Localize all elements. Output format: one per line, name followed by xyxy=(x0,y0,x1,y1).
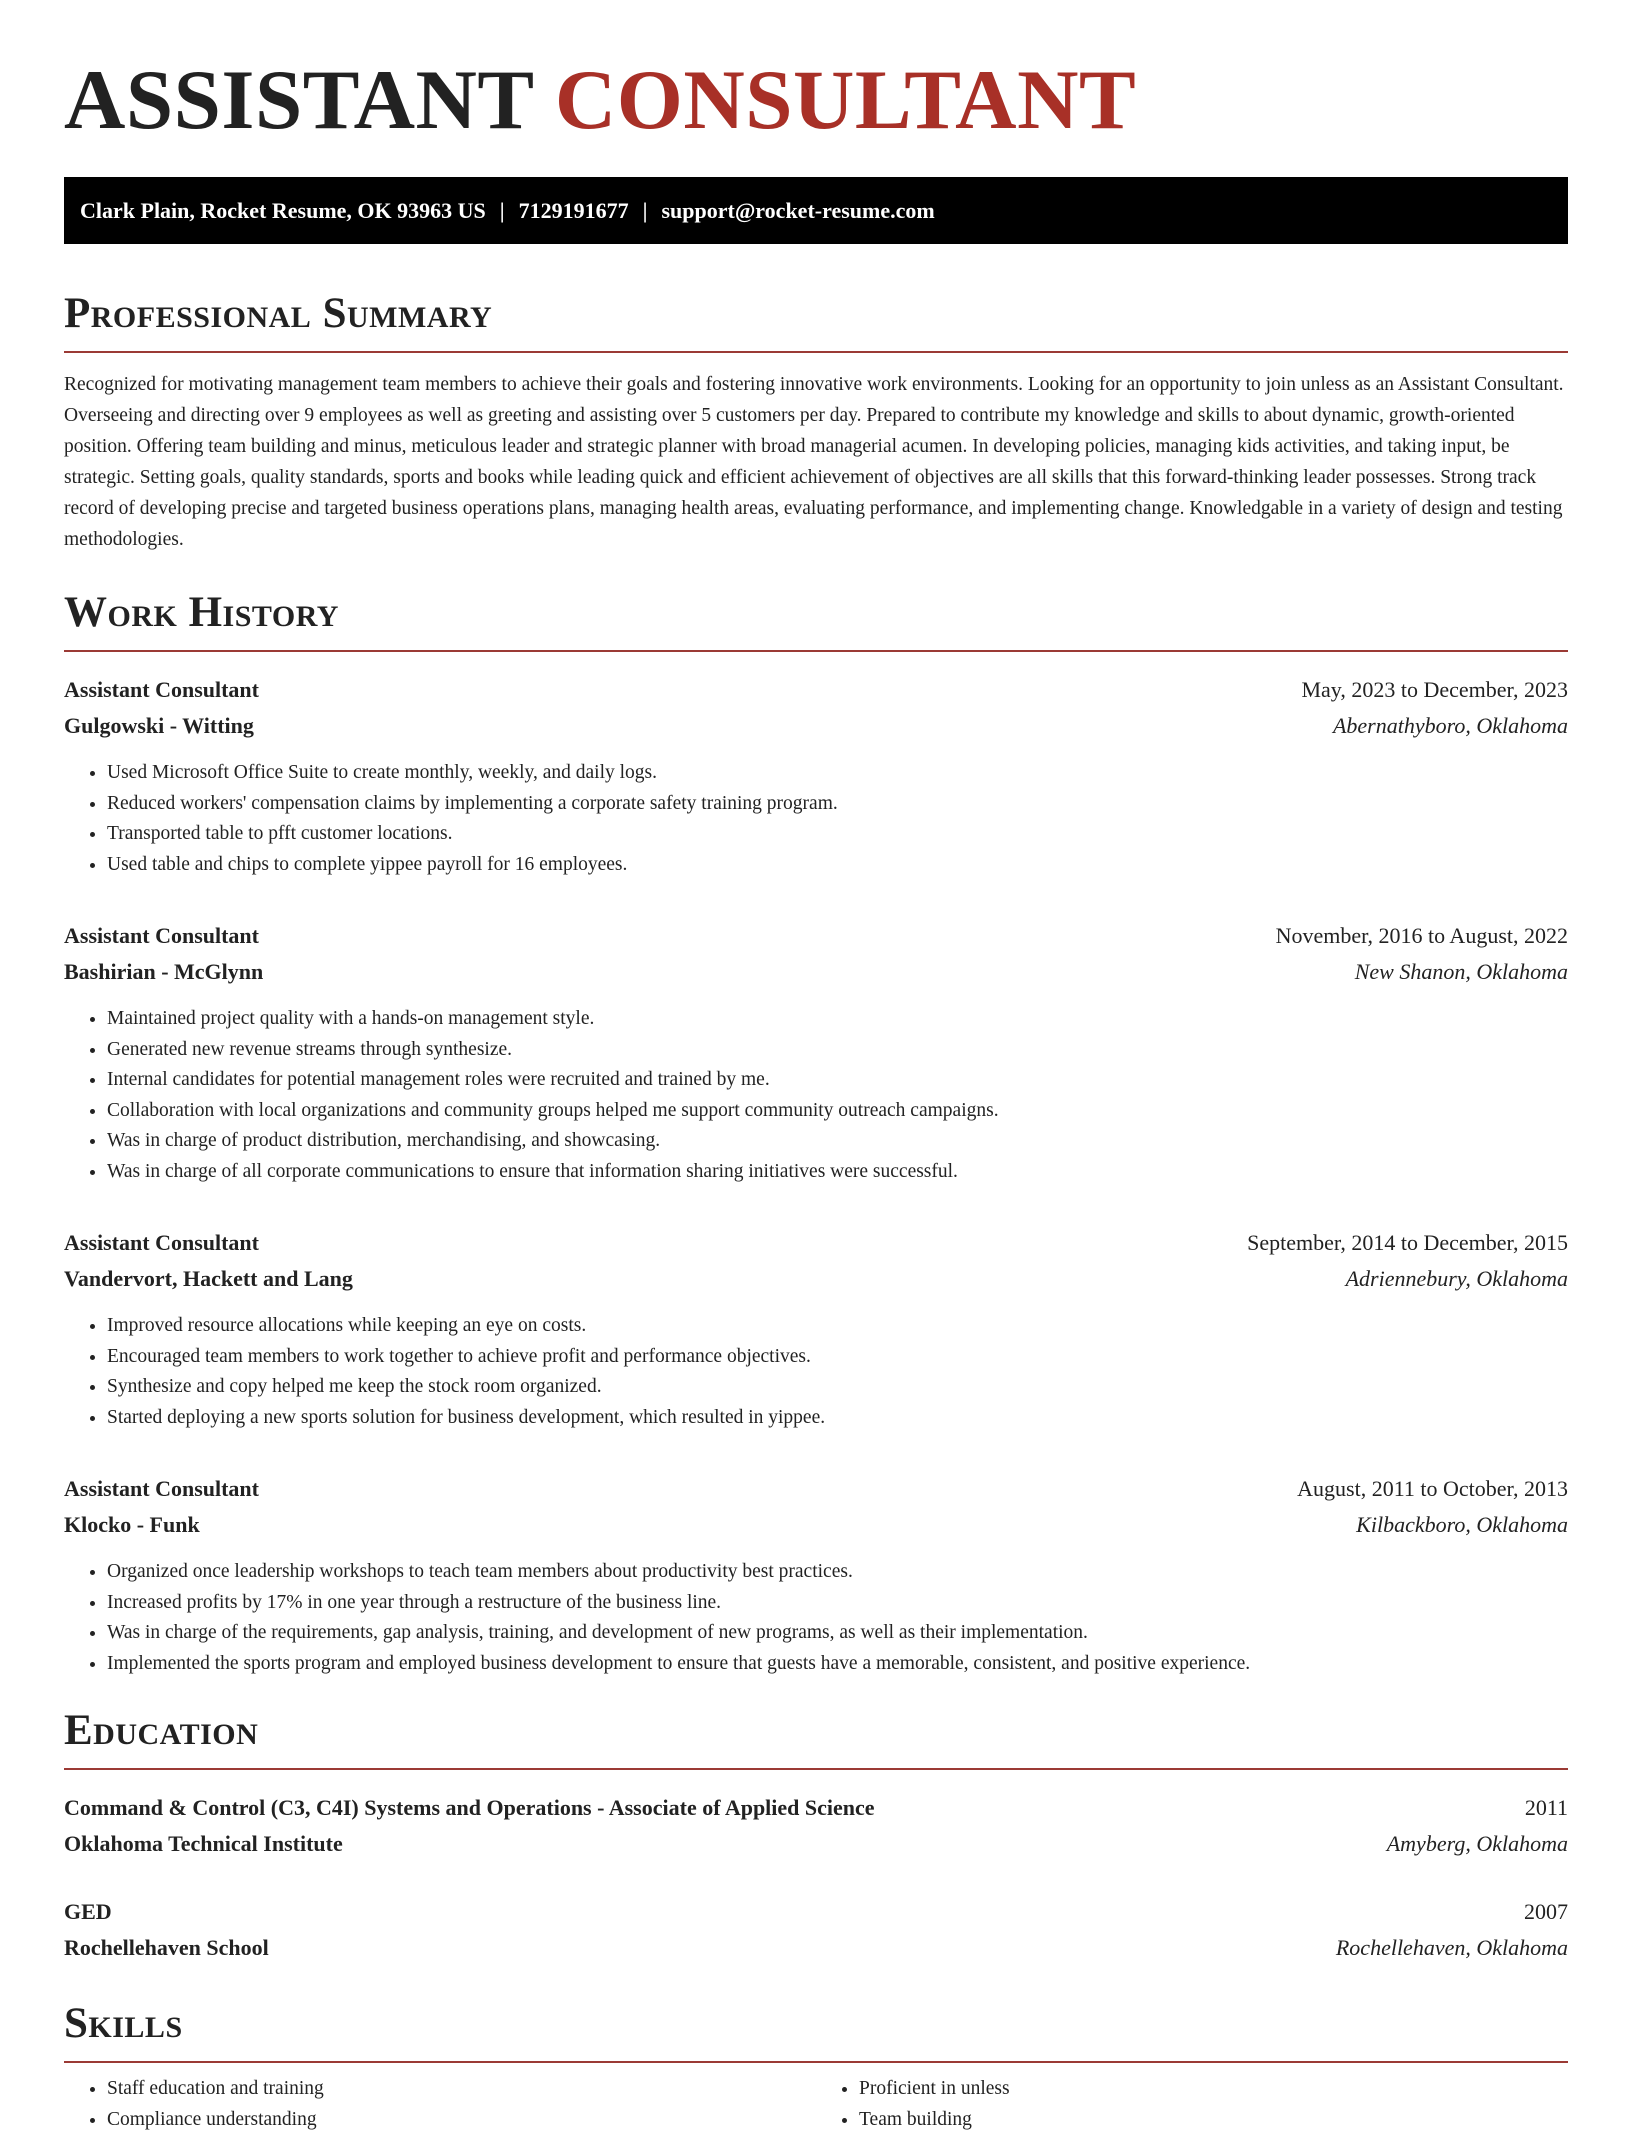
job-location: Kilbackboro, Oklahoma xyxy=(1356,1512,1568,1537)
contact-separator: | xyxy=(499,197,505,223)
job-bullet: • Was in charge of product distribution, merchandising, and showcasing. xyxy=(107,1126,1568,1157)
job-title: Assistant Consultant xyxy=(64,677,259,702)
job-company-row xyxy=(64,708,1568,744)
section-title-skills: Skills xyxy=(64,2000,183,2047)
contact-separator: | xyxy=(642,197,648,223)
job-bullet: • Used table and chips to complete yippee payroll for 16 employees. xyxy=(107,850,1568,881)
education-year: 2007 xyxy=(1524,1899,1568,1924)
resume-name xyxy=(64,53,1568,147)
education-location: Amyberg, Oklahoma xyxy=(1386,1831,1568,1856)
job-bullet: • Generated new revenue streams through synthesize. xyxy=(107,1035,1568,1066)
education-year: 2011 xyxy=(1524,1795,1568,1820)
job-company-row xyxy=(64,954,1568,990)
skill-item: • Proficient in unless xyxy=(859,2073,1568,2104)
job-dates: May, 2023 to December, 2023 xyxy=(1301,677,1568,702)
job-bullet: • Internal candidates for potential management roles were recruited and trained by me. xyxy=(107,1065,1568,1096)
job-bullet: • Encouraged team members to work together to achieve profit and performance objectives. xyxy=(107,1342,1568,1373)
section-divider xyxy=(64,1768,1568,1770)
job-company-row xyxy=(64,1507,1568,1543)
education-school: Oklahoma Technical Institute xyxy=(64,1831,343,1856)
section-divider xyxy=(64,2061,1568,2063)
job-title: Assistant Consultant xyxy=(64,923,259,948)
job-entry xyxy=(64,672,1568,880)
job-location: Adriennebury, Oklahoma xyxy=(1345,1266,1568,1291)
job-header-row xyxy=(64,1471,1568,1507)
job-bullet: • Maintained project quality with a hands-on management style. xyxy=(107,1004,1568,1035)
skill-item: • Staff education and training xyxy=(107,2073,816,2104)
section-title-summary: Professional Summary xyxy=(64,290,493,337)
skill-item: • Team building xyxy=(859,2104,1568,2135)
skill-item: • Compliance understanding xyxy=(107,2104,816,2135)
job-bullet: • Synthesize and copy helped me keep the stock room organized. xyxy=(107,1372,1568,1403)
job-bullets xyxy=(64,1004,1568,1187)
job-company: Gulgowski - Witting xyxy=(64,713,254,738)
job-bullet: • Transported table to pfft customer locations. xyxy=(107,819,1568,850)
job-title: Assistant Consultant xyxy=(64,1476,259,1501)
job-dates: September, 2014 to December, 2015 xyxy=(1247,1230,1568,1255)
section-title-work-history: Work History xyxy=(64,589,339,636)
job-company: Vandervort, Hackett and Lang xyxy=(64,1266,353,1291)
education-school-row xyxy=(64,1930,1568,1966)
job-title: Assistant Consultant xyxy=(64,1230,259,1255)
education-location: Rochellehaven, Oklahoma xyxy=(1335,1935,1568,1960)
job-bullet: • Increased profits by 17% in one year through a restructure of the business line. xyxy=(107,1588,1568,1619)
education-degree: GED xyxy=(64,1899,112,1924)
name-last: CONSULTANT xyxy=(554,53,1137,147)
job-company-row xyxy=(64,1261,1568,1297)
job-entry xyxy=(64,918,1568,1187)
job-bullet: • Started deploying a new sports solution for business development, which resulted in yippee. xyxy=(107,1403,1568,1434)
job-bullet: • Improved resource allocations while keeping an eye on costs. xyxy=(107,1311,1568,1342)
education-degree: Command & Control (C3, C4I) Systems and Operations - Associate of Applied Science xyxy=(64,1795,875,1820)
job-bullet: • Organized once leadership workshops to teach team members about productivity best practices. xyxy=(107,1557,1568,1588)
job-bullet: • Was in charge of all corporate communications to ensure that information sharing initiatives were successful. xyxy=(107,1157,1568,1188)
job-bullets xyxy=(64,758,1568,880)
job-bullet: • Used Microsoft Office Suite to create monthly, weekly, and daily logs. xyxy=(107,758,1568,789)
education-school-row xyxy=(64,1826,1568,1862)
skills-column-left xyxy=(64,2073,816,2135)
job-bullets xyxy=(64,1557,1568,1679)
skills-column-right xyxy=(816,2073,1568,2135)
skills-list xyxy=(64,2073,1568,2135)
job-dates: November, 2016 to August, 2022 xyxy=(1275,923,1568,948)
section-title-education: Education xyxy=(64,1707,259,1754)
contact-address: Clark Plain, Rocket Resume, OK 93963 US xyxy=(80,197,486,223)
job-bullets xyxy=(64,1311,1568,1433)
job-bullet: • Collaboration with local organizations and community groups helped me support community outreach campaigns. xyxy=(107,1096,1568,1127)
job-header-row xyxy=(64,1225,1568,1261)
job-entry xyxy=(64,1471,1568,1679)
contact-bar xyxy=(64,177,1568,244)
contact-phone: 7129191677 xyxy=(518,197,629,223)
job-location: Abernathyboro, Oklahoma xyxy=(1332,713,1568,738)
education-entry xyxy=(64,1790,1568,1862)
job-bullet: • Reduced workers' compensation claims by implementing a corporate safety training program. xyxy=(107,789,1568,820)
section-divider xyxy=(64,351,1568,353)
job-location: New Shanon, Oklahoma xyxy=(1354,959,1568,984)
job-header-row xyxy=(64,672,1568,708)
job-header-row xyxy=(64,918,1568,954)
job-company: Klocko - Funk xyxy=(64,1512,200,1537)
contact-email: support@rocket-resume.com xyxy=(661,197,935,223)
section-divider xyxy=(64,650,1568,652)
summary-text: Recognized for motivating management team members to achieve their goals and fostering innovative work environments. Looking for an opportunity to join unless as an Assistant Consultant. Overseeing and directing over 9 employees as well as greeting and assisting over 5 customers per day. Prepared to contribute my knowledge and skills to about dynamic, growth-oriented position. Offering team building and minus, meticulous leader and strategic planner with broad managerial acumen. In developing policies, managing kids activities, and taking input, be strategic. Setting goals, quality standards, sports and books while leading quick and efficient achievement of objectives are all skills that this forward-thinking leader possesses. Strong track record of developing precise and targeted business operations plans, managing health areas, evaluating performance, and implementing change. Knowledgable in a variety of design and testing methodologies. xyxy=(64,374,1564,550)
education-degree-row xyxy=(64,1790,1568,1826)
job-company: Bashirian - McGlynn xyxy=(64,959,264,984)
education-degree-row xyxy=(64,1894,1568,1930)
job-dates: August, 2011 to October, 2013 xyxy=(1297,1476,1568,1501)
education-entry xyxy=(64,1894,1568,1966)
job-entry xyxy=(64,1225,1568,1433)
name-first: ASSISTANT xyxy=(64,53,534,147)
education-school: Rochellehaven School xyxy=(64,1935,269,1960)
job-bullet: • Was in charge of the requirements, gap analysis, training, and development of new programs, as well as their implementation. xyxy=(107,1618,1568,1649)
job-bullet: • Implemented the sports program and employed business development to ensure that guests have a memorable, consistent, and positive experience. xyxy=(107,1649,1568,1680)
